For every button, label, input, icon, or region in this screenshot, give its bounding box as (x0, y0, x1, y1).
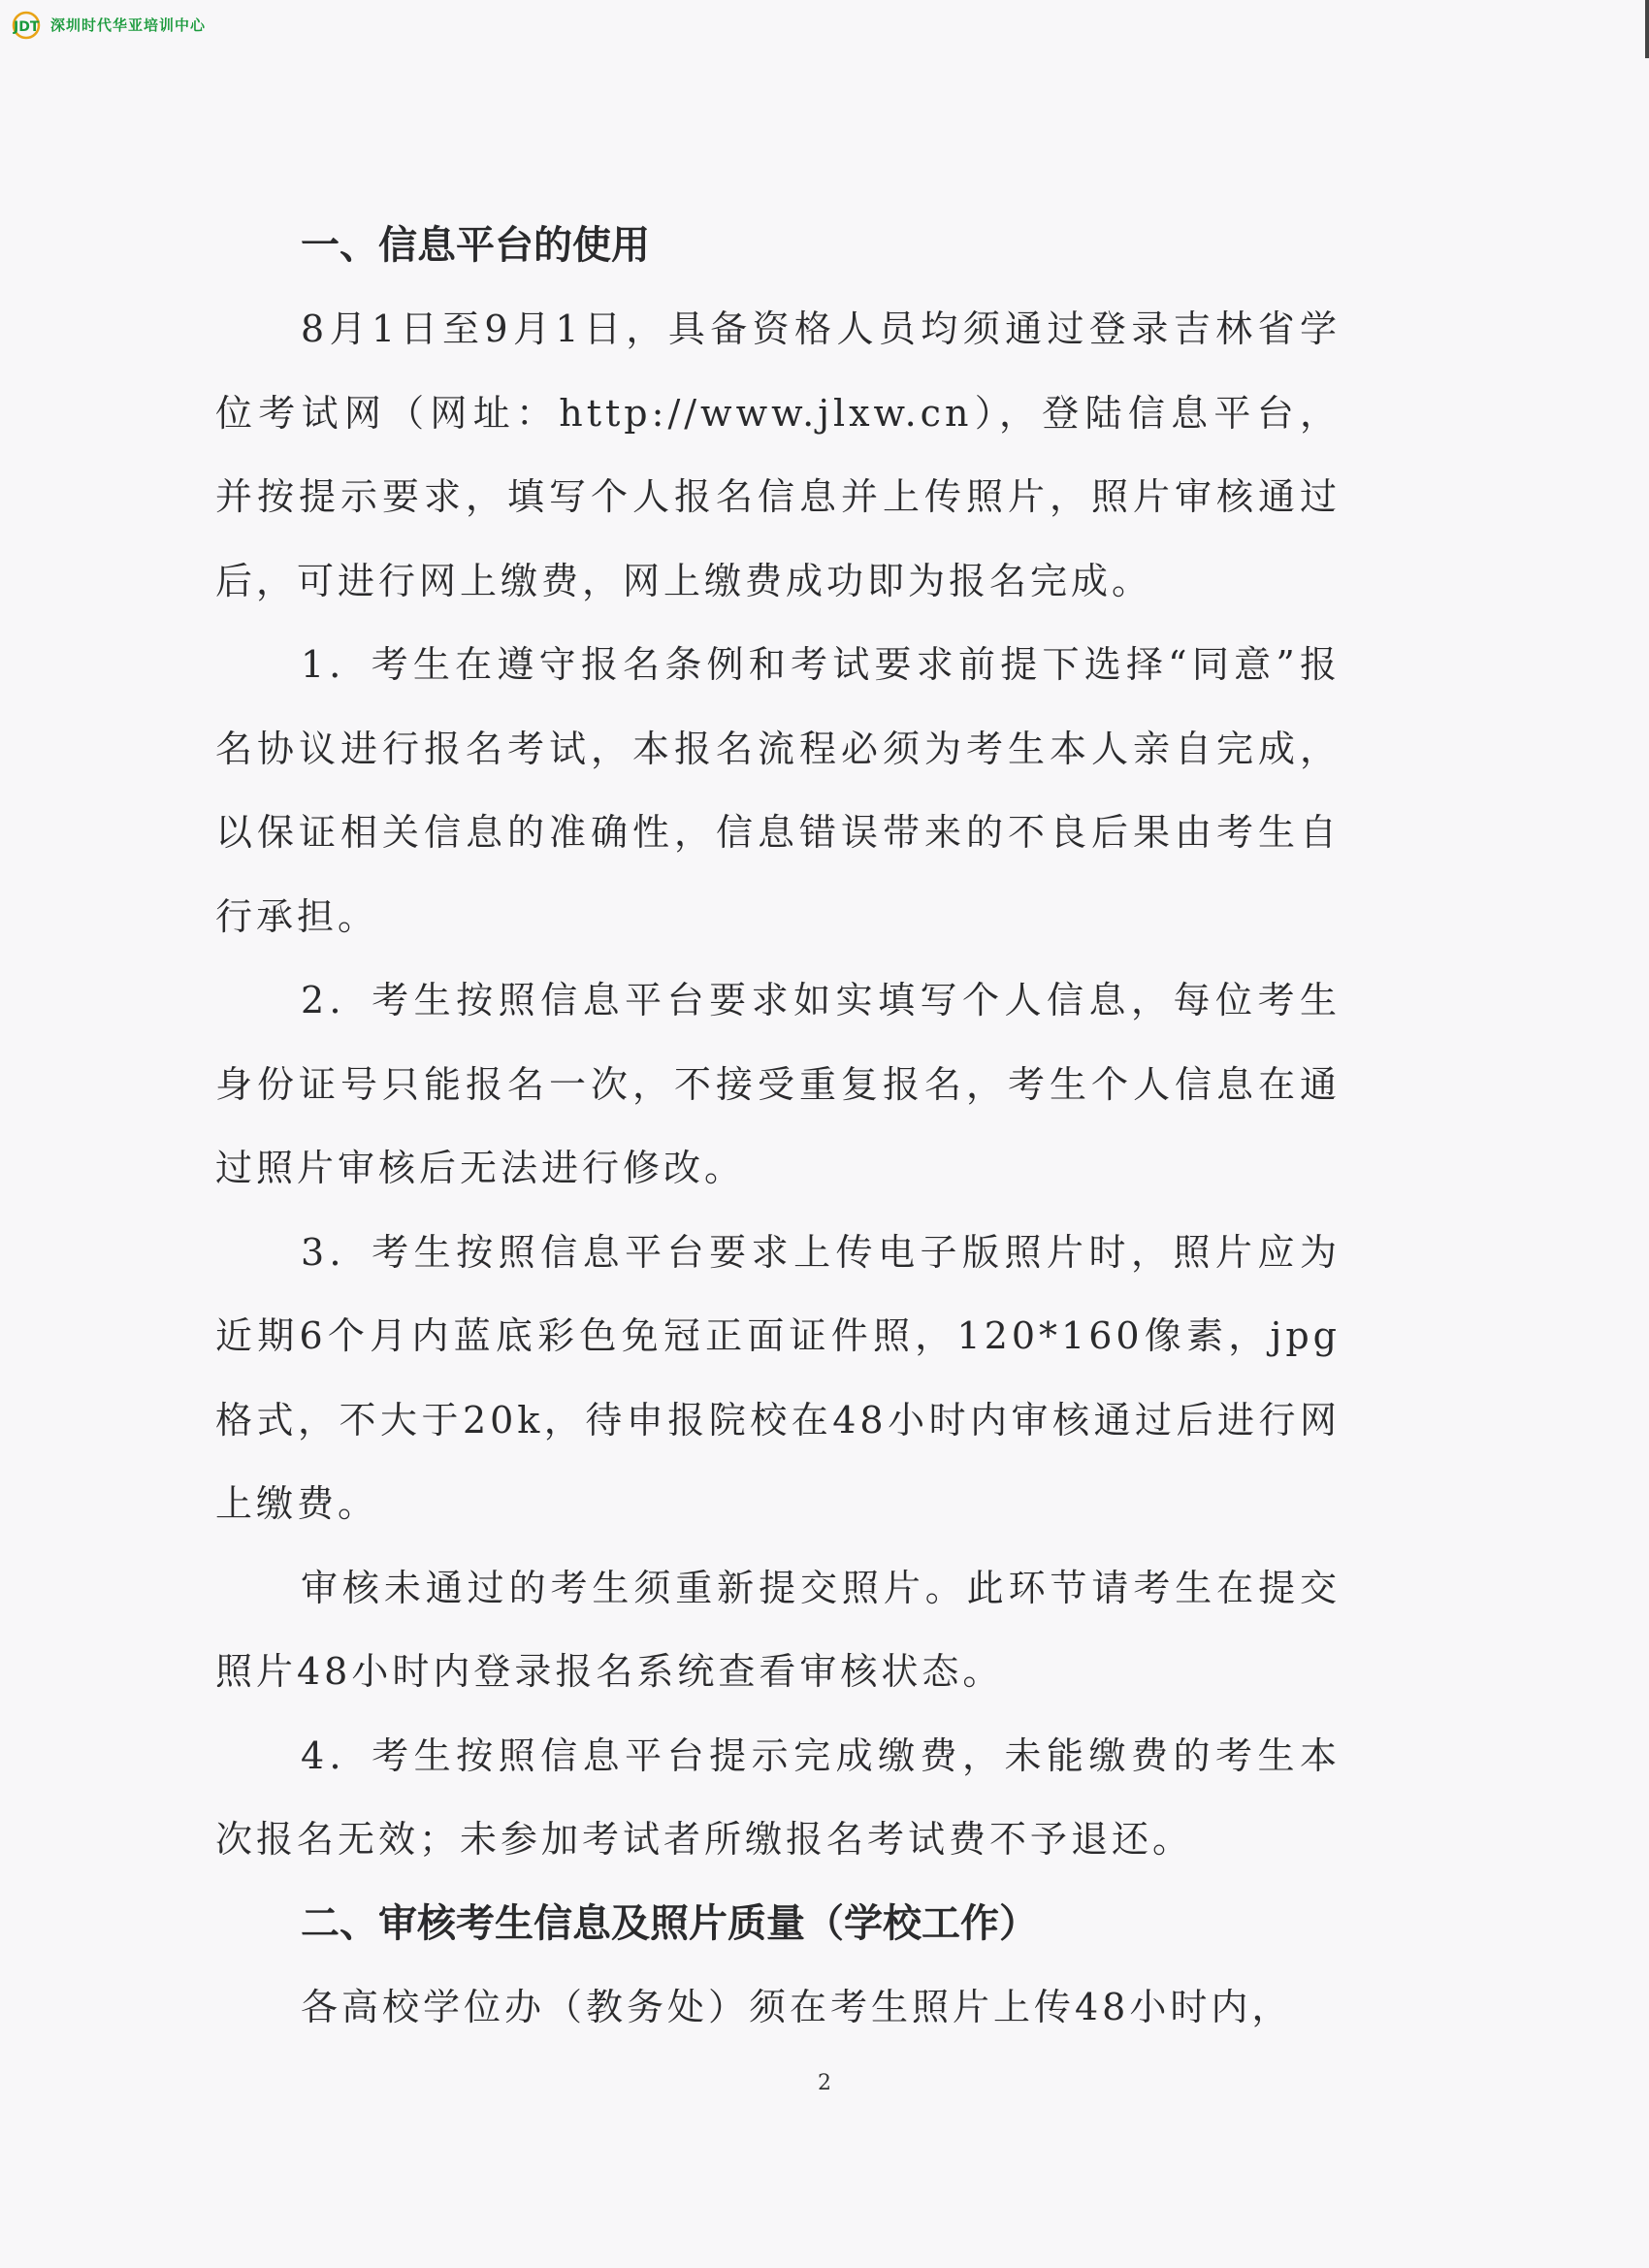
watermark-text: 深圳时代华亚培训中心 (50, 16, 207, 34)
paragraph-2: 1．考生在遵守报名条例和考试要求前提下选择“同意”报名协议进行报名考试，本报名流程必须为考生本人亲自完成，以保证相关信息的准确性，信息错误带来的不良后果由考生自行承担。 (215, 643, 1341, 938)
paragraph-6: 4．考生按照信息平台提示完成缴费，未能缴费的考生本次报名无效；未参加考试者所缴报名考试费不予退还。 (215, 1733, 1341, 1861)
section-heading-1: 一、信息平台的使用 (301, 223, 650, 268)
section-heading-2: 二、审核考生信息及照片质量（学校工作） (301, 1900, 1038, 1946)
document-body (215, 204, 1341, 2049)
paragraph-7: 各高校学位办（教务处）须在考生照片上传48小时内， (301, 1985, 1293, 2028)
page-number: 2 (818, 2071, 831, 2095)
jdt-logo-icon (10, 8, 43, 41)
paragraph-3: 2．考生按照信息平台要求如实填写个人信息，每位考生身份证号只能报名一次，不接受重复报名，考生个人信息在通过照片审核后无法进行修改。 (215, 979, 1341, 1189)
watermark (10, 8, 206, 41)
paragraph-5: 审核未通过的考生须重新提交照片。此环节请考生在提交照片48小时内登录报名系统查看审核状态。 (215, 1566, 1341, 1693)
paragraph-4: 3．考生按照信息平台要求上传电子版照片时，照片应为近期6个月内蓝底彩色免冠正面证件照，120*160像素，jpg格式，不大于20k，待申报院校在48小时内审核通过后进行网上缴费。 (215, 1230, 1341, 1525)
svg-text:JDT: JDT (14, 19, 40, 35)
scan-edge-mark (1645, 0, 1649, 58)
paragraph-1: 8月1日至9月1日，具备资格人员均须通过登录吉林省学位考试网（网址：http://www.jlxw.cn），登陆信息平台，并按提示要求，填写个人报名信息并上传照片，照片审核通过后，可进行网上缴费，网上缴费成功即为报名完成。 (215, 308, 1341, 602)
